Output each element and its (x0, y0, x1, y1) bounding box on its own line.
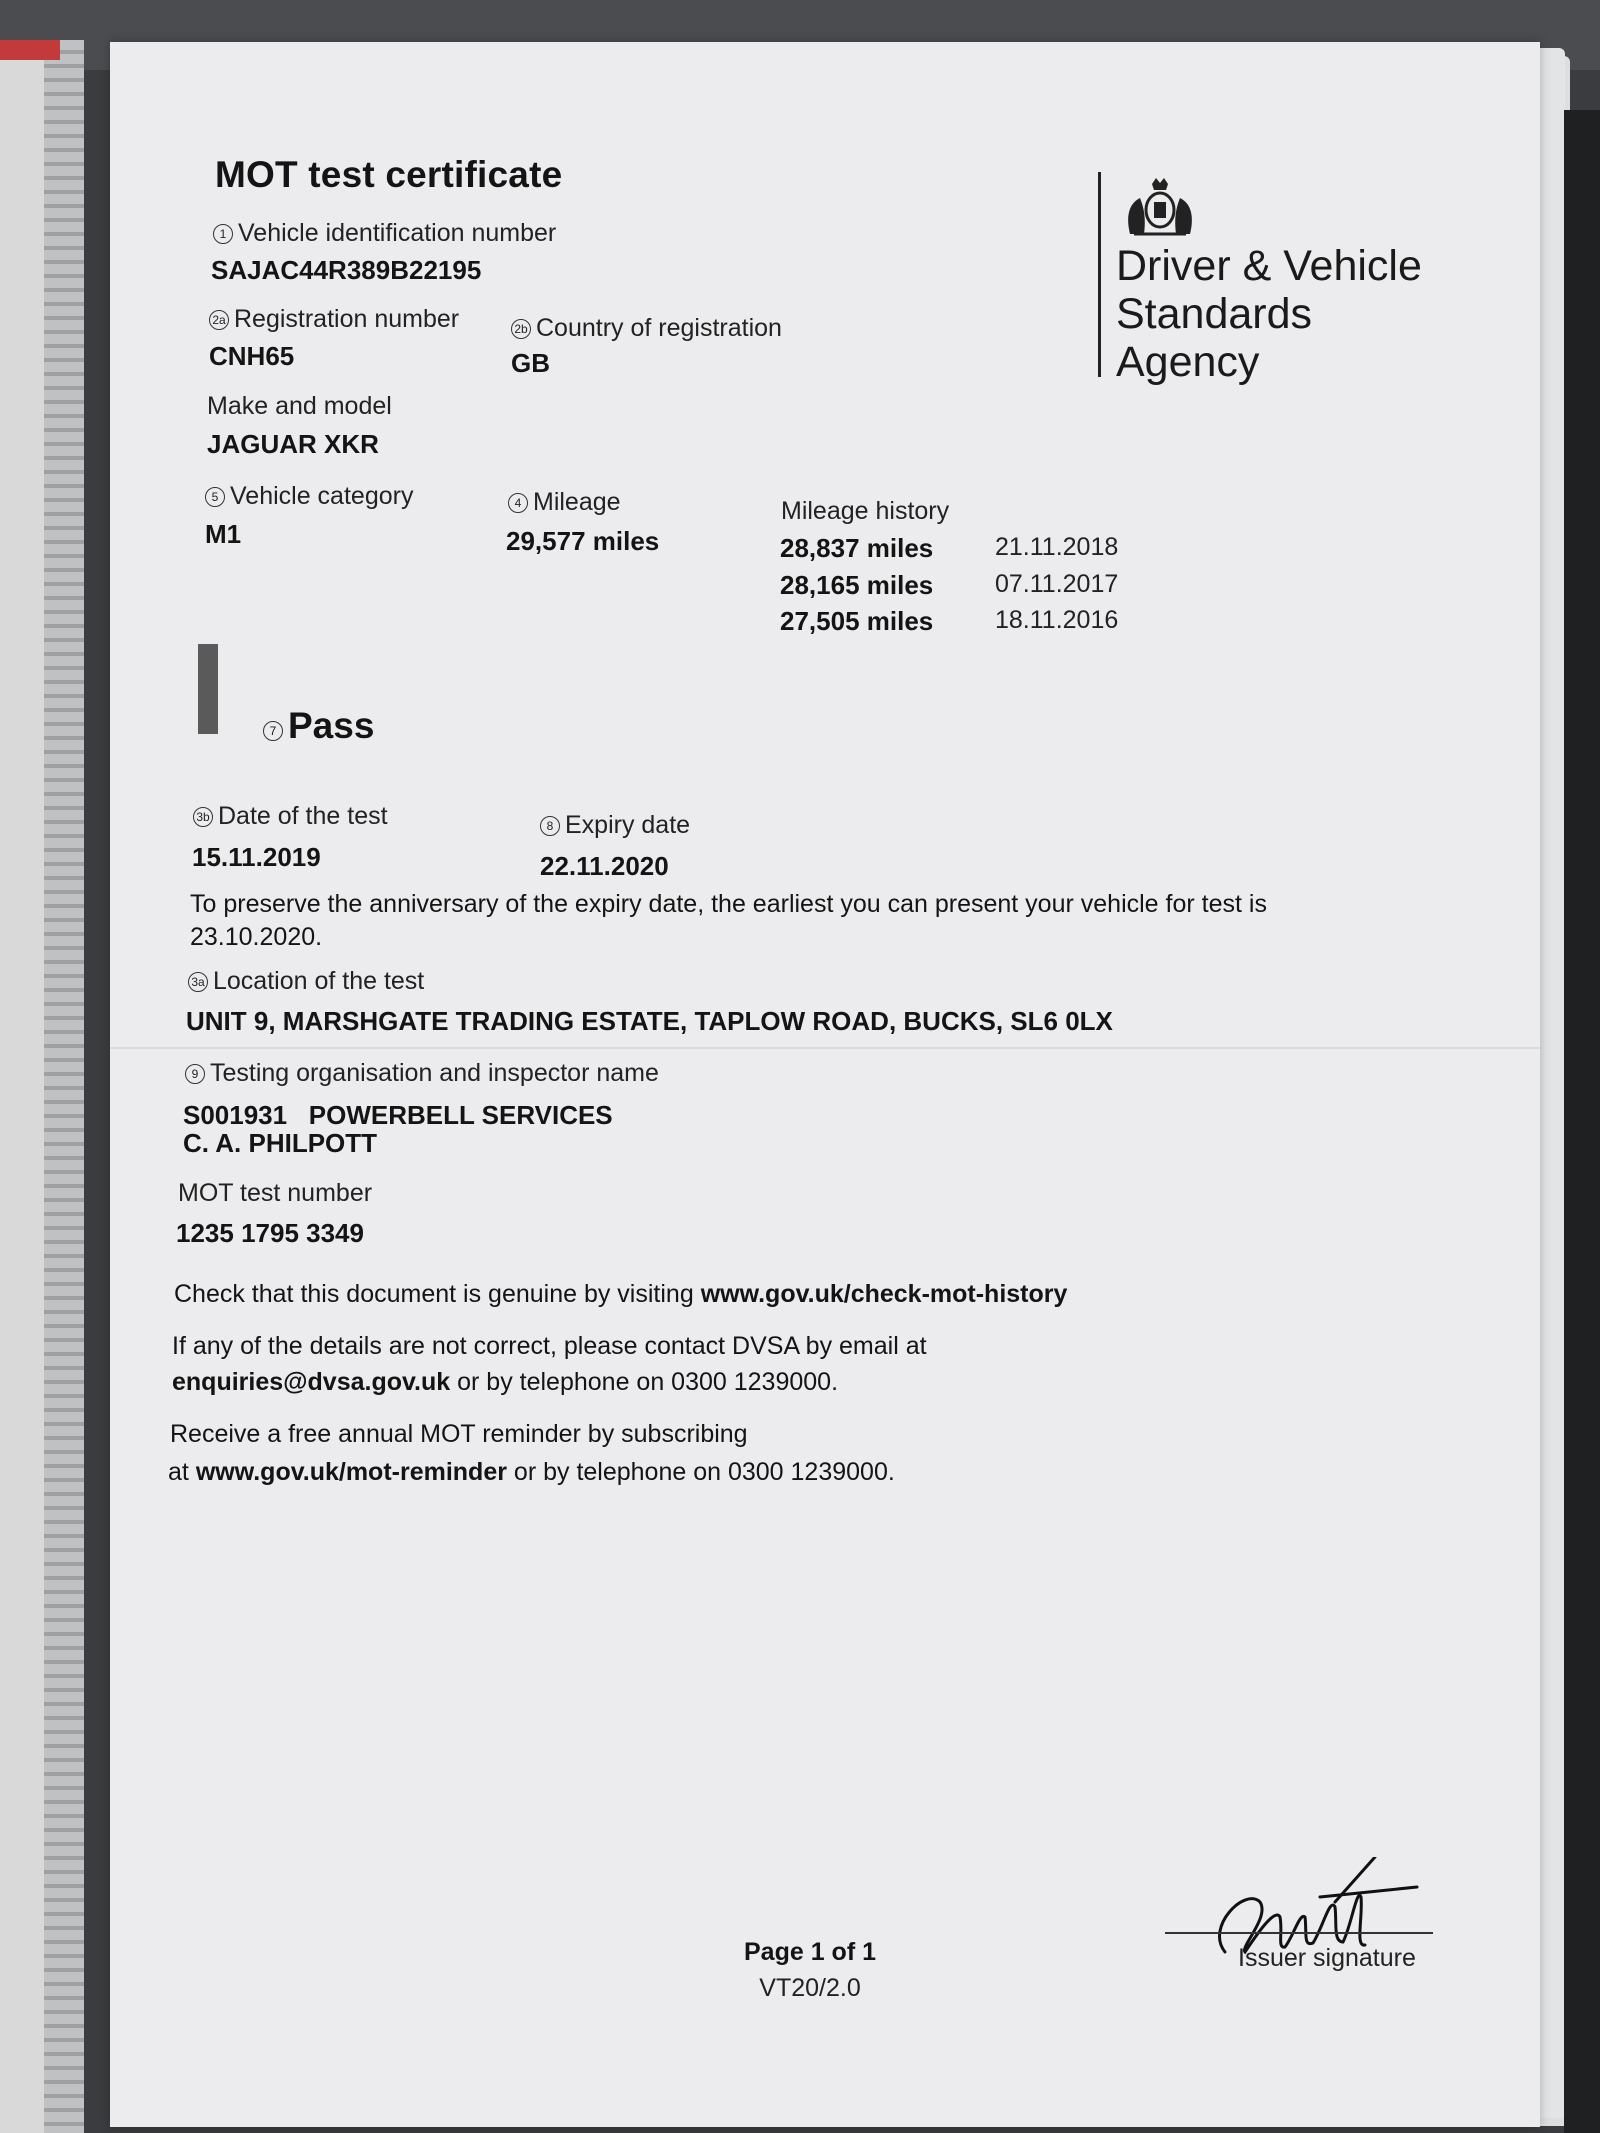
field-number-badge: 9 (185, 1064, 205, 1084)
paper-fold (110, 1047, 1540, 1049)
mileage-history-miles: 28,837 miles (780, 533, 934, 563)
test-date-value: 15.11.2019 (192, 842, 321, 872)
organisation-value: S001931 POWERBELL SERVICES (183, 1100, 613, 1130)
vin-label (213, 219, 556, 248)
mileage-label (508, 488, 621, 517)
registration-label (209, 305, 459, 334)
field-number-badge: 5 (205, 487, 225, 507)
make-model-label: Make and model (207, 392, 392, 420)
mot-reminder-link[interactable]: www.gov.uk/mot-reminder (195, 1458, 507, 1486)
field-number-badge: 4 (508, 493, 528, 513)
agency-name-line: Agency (1116, 338, 1260, 386)
make-model-value: JAGUAR XKR (207, 429, 379, 459)
mileage-history-date: 21.11.2018 (995, 533, 1119, 561)
test-number-label: MOT test number (178, 1179, 373, 1207)
field-number-badge: 3b (193, 807, 213, 827)
logo-divider (1098, 172, 1101, 377)
country-label-text: Country of registration (536, 314, 782, 342)
organisation-label-text: Testing organisation and inspector name (210, 1059, 659, 1087)
reminder-phone-text: or by telephone on 0300 1239000. (513, 1458, 895, 1486)
country-label (511, 314, 782, 343)
expiry-date-label (540, 811, 690, 840)
vin-label-text: Vehicle identification number (238, 219, 557, 247)
inspector-name: C. A. PHILPOTT (183, 1128, 378, 1158)
check-mot-history-link[interactable]: www.gov.uk/check-mot-history (700, 1280, 1068, 1308)
binder-sleeve-strip (44, 40, 84, 2133)
signature-label: Issuer signature (1238, 1944, 1416, 1972)
page-number: Page 1 of 1 (744, 1938, 876, 1966)
signature-line (1165, 1932, 1433, 1934)
field-number-badge: 2a (209, 310, 229, 330)
check-text (174, 1278, 1067, 1311)
mileage-history-date: 18.11.2016 (995, 606, 1119, 634)
category-label-text: Vehicle category (230, 482, 414, 510)
mileage-history-miles: 27,505 miles (780, 606, 934, 636)
page-title: MOT test certificate (215, 154, 563, 195)
vin-value: SAJAC44R389B22195 (211, 255, 482, 285)
result-value: Pass (288, 705, 375, 746)
test-date-label (193, 802, 388, 831)
country-value: GB (511, 348, 550, 378)
location-label (188, 967, 424, 996)
agency-name-line: Standards (1116, 290, 1313, 338)
field-number-badge: 8 (540, 816, 560, 836)
field-number-badge: 7 (263, 721, 283, 741)
registration-value: CNH65 (209, 341, 295, 371)
contact-email-line (172, 1366, 838, 1399)
binder-red-tab (0, 40, 60, 60)
reminder-at-text: at (168, 1458, 189, 1486)
category-label (205, 482, 413, 511)
binder-edge (1564, 110, 1600, 2133)
field-number-badge: 3a (188, 972, 208, 992)
reminder-text: Receive a free annual MOT reminder by subscribing (170, 1420, 748, 1448)
test-result (263, 705, 374, 747)
location-label-text: Location of the test (213, 967, 425, 995)
expiry-date-label-text: Expiry date (565, 811, 691, 839)
test-date-label-text: Date of the test (218, 802, 388, 830)
reminder-link-line (168, 1456, 895, 1489)
mot-certificate-page (110, 42, 1540, 2127)
expiry-date-value: 22.11.2020 (540, 851, 669, 881)
contact-email-link[interactable]: enquiries@dvsa.gov.uk (172, 1368, 451, 1396)
organisation-label (185, 1059, 659, 1088)
registration-label-text: Registration number (234, 305, 460, 333)
form-code: VT20/2.0 (759, 1974, 861, 2002)
contact-phone-text: or by telephone on 0300 1239000. (457, 1368, 839, 1396)
anniversary-date: 23.10.2020. (190, 923, 323, 951)
mileage-history-miles: 28,165 miles (780, 570, 934, 600)
mileage-history-label: Mileage history (781, 497, 950, 525)
agency-name-line: Driver & Vehicle (1116, 242, 1422, 290)
test-number-value: 1235 1795 3349 (176, 1218, 364, 1248)
result-indicator-bar (198, 644, 218, 734)
field-number-badge: 2b (511, 319, 531, 339)
anniversary-note: To preserve the anniversary of the expiry date, the earliest you can present your vehicle for test is (190, 890, 1267, 918)
mileage-value: 29,577 miles (506, 526, 660, 556)
check-text-label: Check that this document is genuine by visiting (174, 1280, 694, 1308)
agency-name (1116, 242, 1422, 386)
contact-text: If any of the details are not correct, please contact DVSA by email at (172, 1332, 927, 1360)
category-value: M1 (205, 519, 242, 549)
location-value: UNIT 9, MARSHGATE TRADING ESTATE, TAPLOW ROAD, BUCKS, SL6 0LX (186, 1006, 1113, 1036)
field-number-badge: 1 (213, 224, 233, 244)
mileage-history-date: 07.11.2017 (995, 570, 1119, 598)
mileage-label-text: Mileage (533, 488, 621, 516)
royal-coat-of-arms-icon (1120, 174, 1200, 241)
